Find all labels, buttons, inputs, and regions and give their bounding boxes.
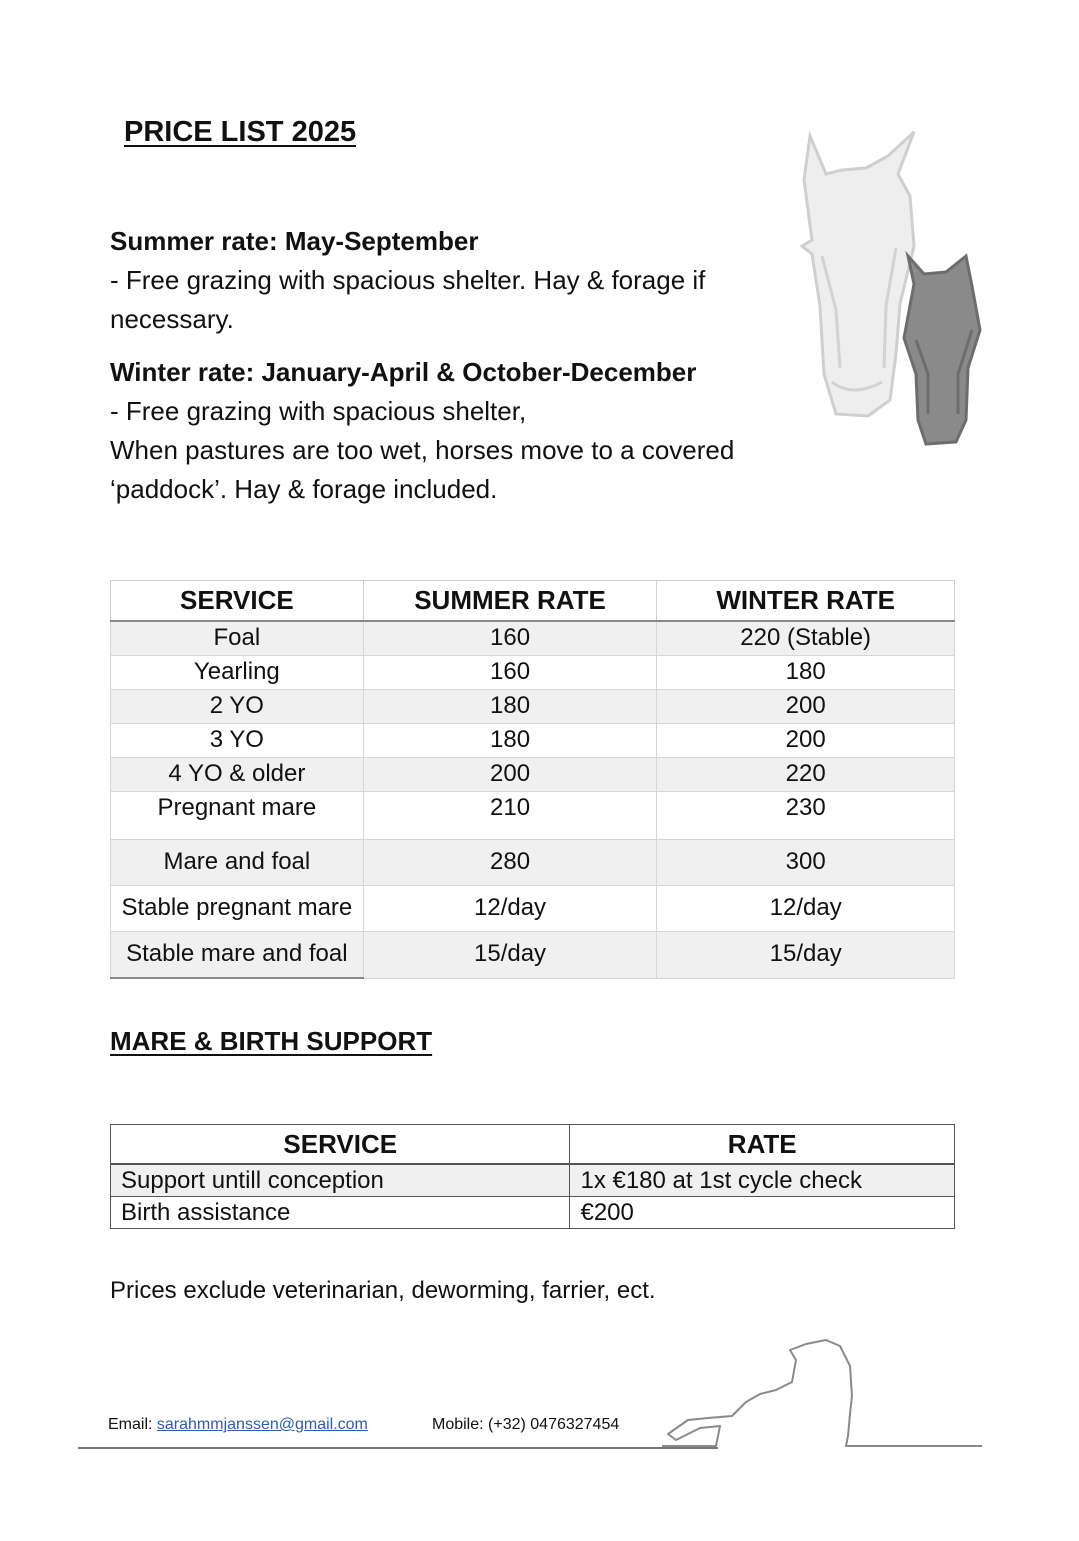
- mare-head-icon: [802, 132, 914, 416]
- foal-head-icon: [904, 256, 980, 444]
- winter-rate-cell: 200: [657, 690, 955, 724]
- winter-rate-cell: 200: [657, 724, 955, 758]
- table-row: [111, 656, 955, 690]
- summer-rate-cell: 200: [363, 758, 657, 792]
- rate-cell: 1x €180 at 1st cycle check: [570, 1164, 955, 1197]
- winter-rate-cell: 180: [657, 656, 955, 690]
- column-header-rate: RATE: [570, 1125, 955, 1165]
- horse-outline-icon: [660, 1336, 990, 1452]
- summer-rate-heading: Summer rate: May-September: [110, 226, 479, 256]
- rate-descriptions: [110, 222, 790, 509]
- summer-rate-cell: 160: [363, 656, 657, 690]
- summer-rate-cell: 15/day: [363, 932, 657, 979]
- email-link[interactable]: sarahmmjanssen@gmail.com: [156, 1416, 368, 1433]
- service-cell: Foal: [111, 621, 364, 656]
- email-label: Email:: [108, 1416, 157, 1433]
- rate-cell: €200: [570, 1197, 955, 1229]
- table-row: [111, 621, 955, 656]
- service-cell: 2 YO: [111, 690, 364, 724]
- table-row: [111, 840, 955, 886]
- table-row: [111, 1164, 955, 1197]
- summer-rate-cell: 280: [363, 840, 657, 886]
- summer-rate-cell: 160: [363, 621, 657, 656]
- summer-rate-cell: 12/day: [363, 886, 657, 932]
- column-header-service: SERVICE: [111, 581, 364, 622]
- winter-rate-cell: 300: [657, 840, 955, 886]
- page-title: PRICE LIST 2025: [124, 116, 357, 148]
- winter-rate-line-1: - Free grazing with spacious shelter,: [110, 396, 527, 426]
- mobile-number: Mobile: (+32) 0476327454: [432, 1416, 620, 1433]
- service-cell: Mare and foal: [111, 840, 364, 886]
- service-cell: Yearling: [111, 656, 364, 690]
- service-cell: Pregnant mare: [111, 792, 364, 840]
- table-row: [111, 1197, 955, 1229]
- table-row: [111, 690, 955, 724]
- winter-rate-heading: Winter rate: January-April & October-December: [110, 357, 697, 387]
- service-cell: Stable mare and foal: [111, 932, 364, 979]
- table-row: [111, 724, 955, 758]
- price-table-header: [111, 581, 955, 622]
- service-cell: Support untill conception: [111, 1164, 570, 1197]
- summer-rate-cell: 210: [363, 792, 657, 840]
- table-row: [111, 792, 955, 840]
- price-table: [110, 580, 955, 979]
- table-row: [111, 932, 955, 979]
- service-cell: 4 YO & older: [111, 758, 364, 792]
- winter-rate-cell: 220: [657, 758, 955, 792]
- birth-support-table: [110, 1124, 955, 1229]
- winter-rate-cell: 230: [657, 792, 955, 840]
- summer-rate-text: - Free grazing with spacious shelter. Hay & forage if necessary.: [110, 265, 706, 334]
- column-header-winter-rate: WINTER RATE: [657, 581, 955, 622]
- summer-rate-cell: 180: [363, 690, 657, 724]
- winter-rate-cell: 15/day: [657, 932, 955, 979]
- column-header-summer-rate: SUMMER RATE: [363, 581, 657, 622]
- summer-rate-cell: 180: [363, 724, 657, 758]
- service-cell: Birth assistance: [111, 1197, 570, 1229]
- footer-contact: [108, 1416, 620, 1434]
- birth-support-heading: MARE & BIRTH SUPPORT: [110, 1026, 433, 1056]
- service-cell: Stable pregnant mare: [111, 886, 364, 932]
- horse-heads-icon: [796, 124, 986, 454]
- birth-table-header: [111, 1125, 955, 1165]
- table-row: [111, 758, 955, 792]
- price-exclusion-note: Prices exclude veterinarian, deworming, farrier, ect.: [110, 1277, 656, 1304]
- table-row: [111, 886, 955, 932]
- column-header-service: SERVICE: [111, 1125, 570, 1165]
- winter-rate-line-2: When pastures are too wet, horses move to a covered ‘paddock’. Hay & forage included.: [110, 435, 735, 504]
- winter-rate-cell: 12/day: [657, 886, 955, 932]
- service-cell: 3 YO: [111, 724, 364, 758]
- footer-divider: [78, 1447, 718, 1449]
- winter-rate-cell: 220 (Stable): [657, 621, 955, 656]
